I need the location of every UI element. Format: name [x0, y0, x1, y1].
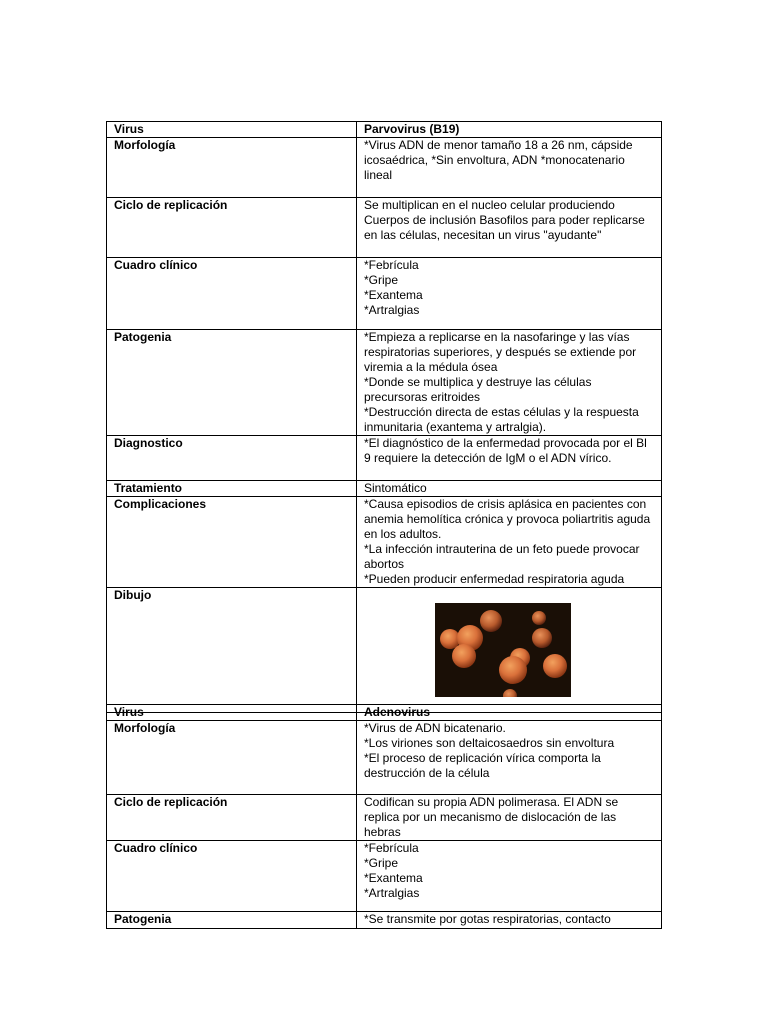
row-label: Morfología [107, 721, 357, 795]
table-row [107, 588, 662, 713]
row-value: *Empieza a replicarse en la nasofaringe y las vías respiratorias superiores, y después se extiende por viremia a la médula ósea *Donde se multiplica y destruye las células precursoras eritroides *Destrucción directa de estas células y la respuesta inmunitaria (exantema y artralgia). [357, 330, 662, 436]
drawing-cell [357, 588, 662, 713]
row-value: Sintomático [357, 481, 662, 497]
row-label: Tratamiento [107, 481, 357, 497]
adenovirus-table [106, 704, 662, 929]
table-row [107, 705, 662, 721]
table-row [107, 138, 662, 198]
table-row [107, 122, 662, 138]
parvovirus-table [106, 121, 662, 713]
row-value: Adenovirus [357, 705, 662, 721]
row-label: Complicaciones [107, 497, 357, 588]
parvovirus-image [435, 603, 571, 697]
row-label: Virus [107, 122, 357, 138]
row-label: Virus [107, 705, 357, 721]
row-value: *Febrícula *Gripe *Exantema *Artralgias [357, 841, 662, 912]
row-label: Morfología [107, 138, 357, 198]
row-value: Se multiplican en el nucleo celular produciendo Cuerpos de inclusión Basofilos para poder replicarse en las células, necesitan un virus "ayudante" [357, 198, 662, 258]
row-value: Parvovirus (B19) [357, 122, 662, 138]
row-label: Dibujo [107, 588, 357, 713]
table-row [107, 795, 662, 841]
row-value: *El diagnóstico de la enfermedad provocada por el Bl 9 requiere la detección de IgM o el ADN vírico. [357, 436, 662, 481]
row-label: Ciclo de replicación [107, 795, 357, 841]
table-row [107, 912, 662, 929]
row-label: Patogenia [107, 912, 357, 929]
row-value: *Virus ADN de menor tamaño 18 a 26 nm, cápside icosaédrica, *Sin envoltura, ADN *monocatenario lineal [357, 138, 662, 198]
table-row [107, 258, 662, 330]
row-value: Codifican su propia ADN polimerasa. El ADN se replica por un mecanismo de dislocación de las hebras [357, 795, 662, 841]
row-value: *Causa episodios de crisis aplásica en pacientes con anemia hemolítica crónica y provoca poliartritis aguda en los adultos. *La infección intrauterina de un feto puede provocar abortos *Pueden producir enfermedad respiratoria aguda [357, 497, 662, 588]
row-label: Cuadro clínico [107, 258, 357, 330]
table-row [107, 497, 662, 588]
table-row [107, 841, 662, 912]
drawing-container [357, 603, 661, 697]
table-row [107, 330, 662, 436]
table-row [107, 436, 662, 481]
row-value: *Se transmite por gotas respiratorias, contacto [357, 912, 662, 929]
row-value: *Virus de ADN bicatenario. *Los viriones son deltaicosaedros sin envoltura *El proceso de replicación vírica comporta la destrucción de la célula [357, 721, 662, 795]
row-value: *Febrícula *Gripe *Exantema *Artralgias [357, 258, 662, 330]
table-row [107, 198, 662, 258]
row-label: Ciclo de replicación [107, 198, 357, 258]
table-row [107, 721, 662, 795]
table-row [107, 481, 662, 497]
row-label: Diagnostico [107, 436, 357, 481]
row-label: Cuadro clínico [107, 841, 357, 912]
row-label: Patogenia [107, 330, 357, 436]
